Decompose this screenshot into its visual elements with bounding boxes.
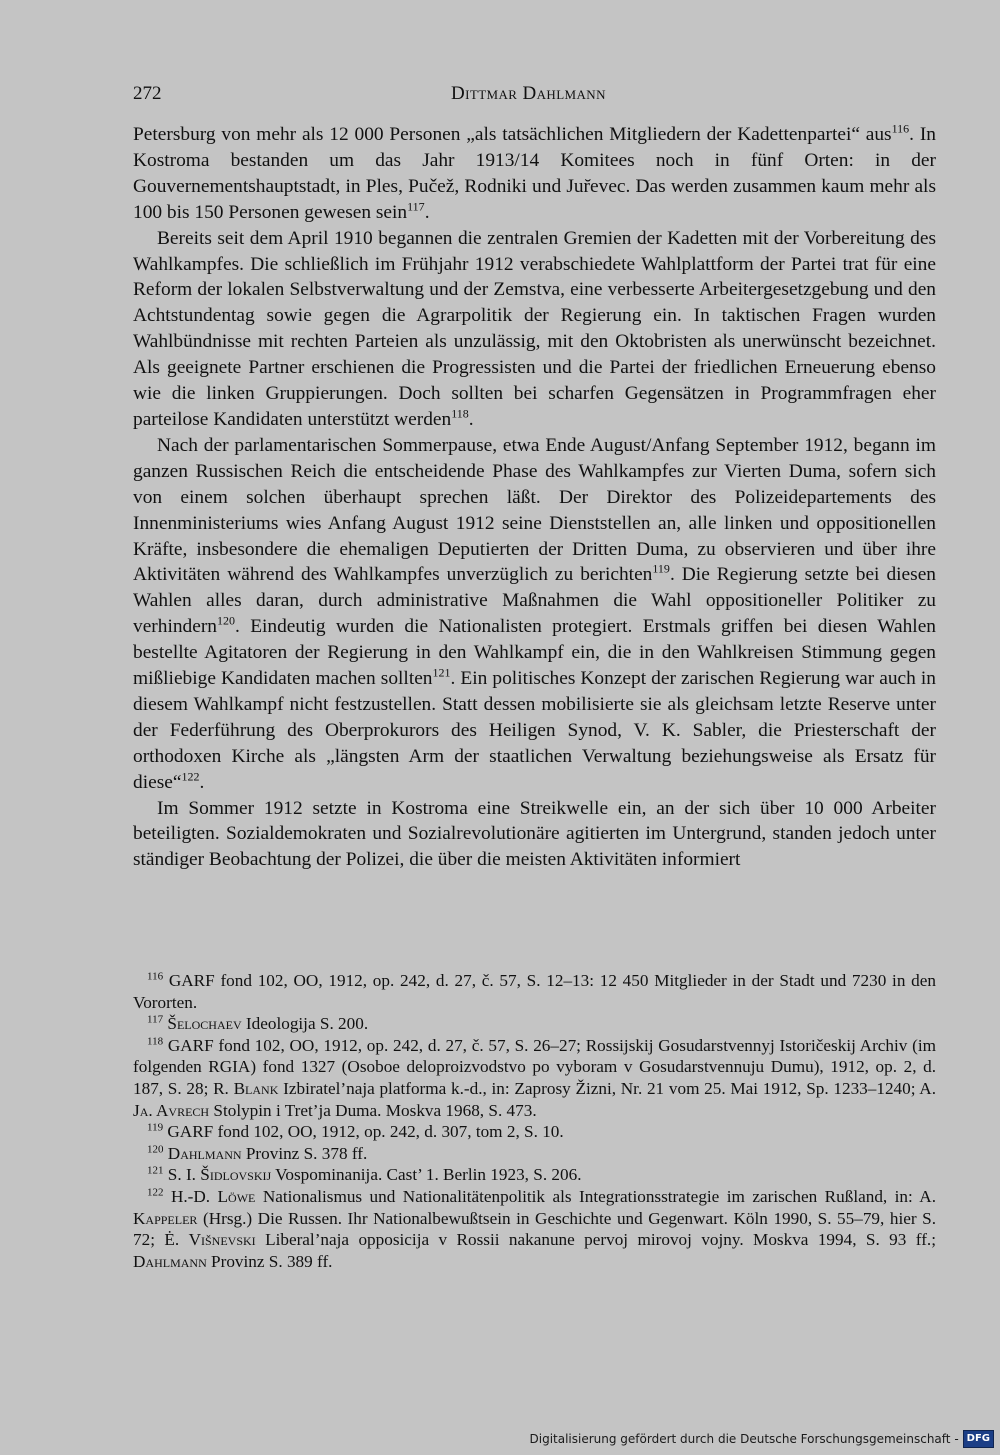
footnote-122: $^{122}$ H.-D. Löwe Nationalismus und Nationalitätenpolitik als Integrationsstrategie im zarischen Rußland, in: A. Kappeler (Hrsg.) Die Russen. Ihr Nationalbewußtsein in Geschichte und Gegenwart. Köln 1990, S. 55–79, hier S. 72; Ė. Višnevski Liberal’naja opposicija v Rossii nakanune pervoj mirovoj vojny. Moskva 1994, S. 93 ff.; Dahlmann Provinz S. 389 ff. [133, 1186, 937, 1271]
main-text [133, 122, 936, 873]
footnote-ref-119: 119 [652, 561, 670, 576]
footnote-ref-121: 121 [432, 665, 451, 680]
footnote-116: $^{116}$ GARF fond 102, OO, 1912, op. 242, d. 27, č. 57, S. 12–13: 12 450 Mitglieder in der Stadt und 7230 in den Vororten. [133, 970, 936, 1012]
digitization-footer [530, 1430, 995, 1448]
footnote-117: $^{117}$ Šelochaev Ideologija S. 200. [147, 1013, 369, 1034]
footnote-121: $^{121}$ S. I. Šidlovskij Vospominanija. Cast’ 1. Berlin 1923, S. 206. [147, 1164, 582, 1185]
footnote-118: $^{118}$ GARF fond 102, OO, 1912, op. 242, d. 27, č. 57, S. 26–27; Rossijskij Gosudarstvennyj Istoričeskij Archiv (im folgenden RGIA) fond 1327 (Osoboe deloproizvodstvo po vyboram v Gosudarstvennuju Dumu), 1912, op. 2, d. 187, S. 28; R. Blank Izbiratel’naja platforma k.-d., in: Zaprosy Žizni, Nr. 21 vom 25. Mai 1912, Sp. 1233–1240; A. Ja. Avrech Stolypin i Tret’ja Duma. Moskva 1968, S. 473. [133, 1035, 937, 1120]
page-number: 272 [133, 83, 162, 104]
footnotes [133, 970, 936, 1272]
header-author [451, 83, 606, 105]
author-first-name: Dittmar [451, 83, 518, 104]
footnote-120: $^{120}$ Dahlmann Provinz S. 378 ff. [147, 1143, 368, 1163]
footnote-ref-120: 120 [217, 613, 235, 628]
paragraph-2: Bereits seit dem April 1910 begannen die zentralen Gremien der Kadetten mit der Vorbereitung des Wahlkampfes. Die schließlich im Frühjahr 1912 verabschiedete Wahlplattform der Partei trat für eine Reform der lokalen Selbstverwaltung und der Zemstva, eine verbesserte Arbeitergesetzgebung und den Achtstundentag sowie gegen die Agrarpolitik der Regierung ein. In taktischen Fragen wurden Wahlbündnisse mit rechten Parteien als unzulässig, mit den Oktobristen als unerwünscht bezeichnet. Als geeignete Partner erschienen die Progressisten und die Partei der friedlichen Erneuerung ebenso wie die linken Gruppierungen. Doch sollten bei scharfen Gegensätzen in Programmfragen eher parteilose Kandidaten unterstützt werden$^{118}$. [133, 227, 936, 430]
digitization-note: Digitalisierung gefördert durch die Deutsche Forschungsgemeinschaft - [529, 1432, 959, 1446]
running-head [133, 83, 936, 113]
dfg-logo: DFG [963, 1430, 994, 1448]
footnote-ref-122: 122 [181, 769, 200, 784]
footnote-ref-116: 116 [891, 121, 910, 136]
author-last-name: Dahlmann [522, 83, 606, 104]
paragraph-1: Petersburg von mehr als 12 000 Personen „als tatsächlichen Mitgliedern der Kadettenpartei“ aus$^{116}$. In Kostroma bestanden um das Jahr 1913/14 Komitees noch in fünf Orten: in der Gouvernementshauptstadt, in Ples, Pučež, Rodniki und Jur̆evec. Das werden zusammen kaum mehr als 100 bis 150 Personen gewesen sein$^{117}$. [133, 121, 936, 223]
footnote-ref-118: 118 [451, 406, 469, 421]
footnote-ref-117: 117 [407, 199, 425, 214]
footnote-119: $^{119}$ GARF fond 102, OO, 1912, op. 242, d. 307, tom 2, S. 10. [147, 1121, 564, 1142]
paragraph-4: Im Sommer 1912 setzte in Kostroma eine Streikwelle ein, an der sich über 10 000 Arbeiter beteiligten. Sozialdemokraten und Sozialrevolutionäre agitierten im Untergrund, standen jedoch unter ständiger Beobachtung der Polizei, die über die meisten Aktivitäten informiert [133, 797, 936, 871]
paragraph-3: Nach der parlamentarischen Sommerpause, etwa Ende August/Anfang September 1912, begann im ganzen Russischen Reich die entscheidende Phase des Wahlkampfes zur Vierten Duma, sofern sich von einem solchen überhaupt sprechen läßt. Der Direktor des Polizeidepartements des Innenministeriums wies Anfang August 1912 seine Dienststellen an, alle linken und oppositionellen Kräfte, insbesondere die ehemaligen Deputierten der Dritten Duma, zu observieren und über ihre Aktivitäten während des Wahlkampfes unverzüglich zu berichten$^{119}$. Die Regierung setzte bei diesen Wahlen alles daran, durch administrative Maßnahmen die Wahl oppositioneller Politiker zu verhindern$^{120}$. Eindeutig wurden die Nationalisten protegiert. Erstmals griffen bei diesen Wahlen bestellte Agitatoren der Regierung in den Wahlkampf ein, die in den Wahlkreisen Stimmung gegen mißliebige Kandidaten machen sollten$^{121}$. Ein politisches Konzept der zarischen Regierung war auch in diesem Wahlkampf nicht festzustellen. Statt dessen mobilisierte sie als gleichsam letzte Reserve unter der Federführung des Oberprokurors des Heiligen Synod, V. K. Sabler, die Priesterschaft der orthodoxen Kirche als „längsten Arm der staatlichen Verwaltung beziehungsweise als Ersatz für diese“$^{122}$. [133, 434, 936, 793]
